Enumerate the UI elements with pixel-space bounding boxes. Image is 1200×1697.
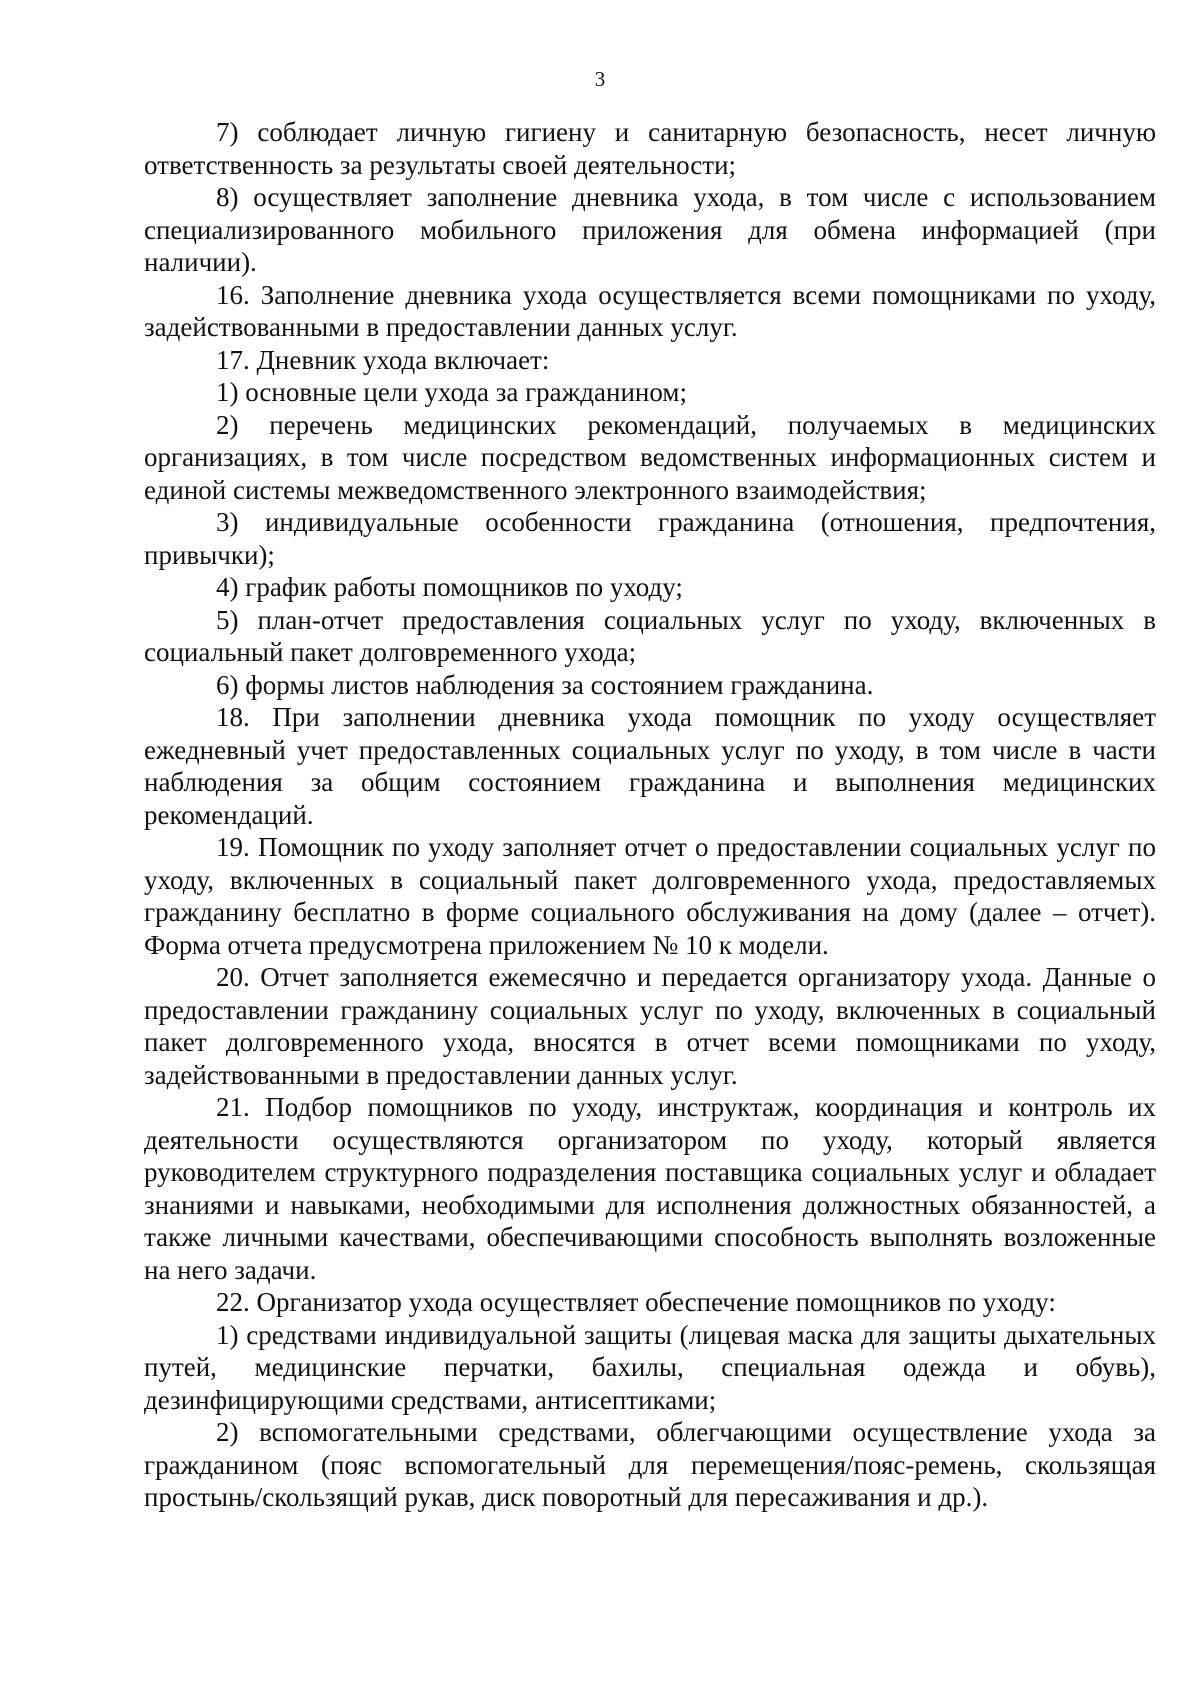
- paragraph: 19. Помощник по уходу заполняет отчет о предоставлении социальных услуг по уходу, включенных в социальный пакет долговременного ухода, предоставляемых гражданину бесплатно в форме социального обслуживания на дому (далее – отчет). Форма отчета предусмотрена приложением № 10 к модели.: [144, 832, 1156, 960]
- paragraph: 21. Подбор помощников по уходу, инструктаж, координация и контроль их деятельности осуществляются организатором по уходу, который является руководителем структурного подразделения поставщика социальных услуг и обладает знаниями и навыками, необходимыми для исполнения должностных обязанностей, а также личными качествами, обеспечивающими способность выполнять возложенные на него задачи.: [144, 1092, 1156, 1285]
- paragraph: 17. Дневник ухода включает:: [216, 344, 550, 375]
- paragraph: 8) осуществляет заполнение дневника ухода, в том числе с использованием специализированного мобильного приложения для обмена информацией (при наличии).: [144, 182, 1156, 277]
- paragraph: 1) основные цели ухода за гражданином;: [216, 377, 687, 407]
- paragraph: 3) индивидуальные особенности гражданина (отношения, предпочтения, привычки);: [144, 507, 1156, 570]
- page-number: 3: [594, 67, 606, 91]
- paragraph: 2) вспомогательными средствами, облегчающими осуществление ухода за гражданином (пояс вспомогательный для перемещения/пояс-ремень, скользящая простынь/скользящий рукав, диск поворотный для пересаживания и др.).: [144, 1417, 1156, 1512]
- paragraph: 16. Заполнение дневника ухода осуществляется всеми помощниками по уходу, задействованными в предоставлении данных услуг.: [144, 279, 1156, 342]
- paragraph: 5) план-отчет предоставления социальных услуг по уходу, включенных в социальный пакет долговременного ухода;: [144, 604, 1156, 667]
- paragraph: 2) перечень медицинских рекомендаций, получаемых в медицинских организациях, в том числе посредством ведомственных информационных систем и единой системы межведомственного электронного взаимодействия;: [144, 409, 1156, 505]
- paragraph: 6) формы листов наблюдения за состоянием гражданина.: [216, 669, 874, 700]
- paragraph: 4) график работы помощников по уходу;: [216, 572, 683, 602]
- paragraph: 18. При заполнении дневника ухода помощник по уходу осуществляет ежедневный учет предоставленных социальных услуг по уходу, в том числе в части наблюдения за общим состоянием гражданина и выполнения медицинских рекомендаций.: [144, 702, 1156, 830]
- paragraph: 22. Организатор ухода осуществляет обеспечение помощников по уходу:: [216, 1287, 1056, 1317]
- paragraph: 1) средствами индивидуальной защиты (лицевая маска для защиты дыхательных путей, медицинские перчатки, бахилы, специальная одежда и обувь), дезинфицирующими средствами, антисептиками;: [144, 1319, 1156, 1415]
- document-body: [144, 116, 1156, 1514]
- paragraph: 7) соблюдает личную гигиену и санитарную безопасность, несет личную ответственность за результаты своей деятельности;: [144, 117, 1156, 180]
- paragraph: 20. Отчет заполняется ежемесячно и передается организатору ухода. Данные о предоставлении гражданину социальных услуг по уходу, включенных в социальный пакет долговременного ухода, вносятся в отчет всеми помощниками по уходу, задействованными в предоставлении данных услуг.: [144, 962, 1156, 1090]
